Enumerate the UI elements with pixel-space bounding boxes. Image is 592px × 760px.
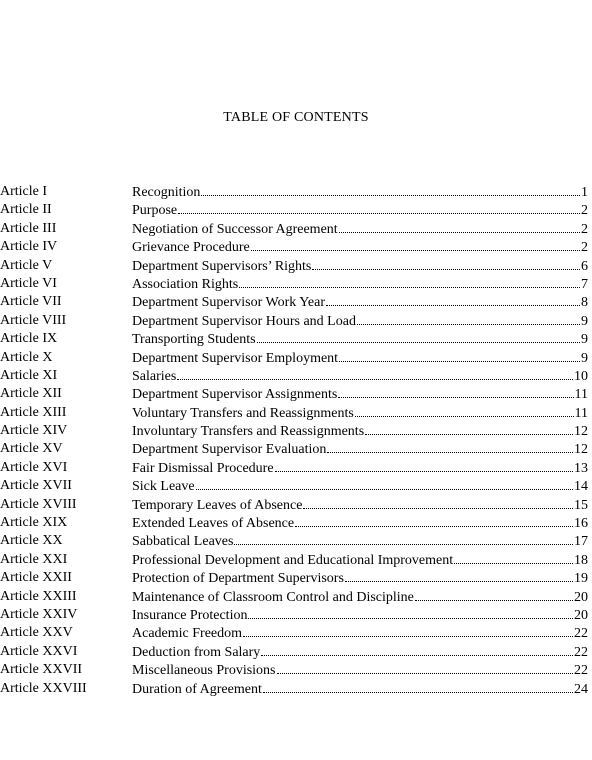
article-title: Temporary Leaves of Absence bbox=[132, 497, 303, 513]
dot-leader bbox=[327, 440, 573, 453]
article-title: Department Supervisor Work Year bbox=[132, 295, 326, 311]
toc-row bbox=[0, 220, 592, 238]
toc-row bbox=[0, 275, 592, 293]
dot-leader bbox=[261, 643, 573, 656]
toc-entry bbox=[132, 422, 588, 441]
dot-leader bbox=[257, 330, 580, 343]
dot-leader bbox=[196, 477, 573, 490]
dot-leader bbox=[345, 569, 573, 582]
article-title: Voluntary Transfers and Reassignments bbox=[132, 405, 354, 421]
dot-leader bbox=[295, 514, 573, 527]
toc-row bbox=[0, 588, 592, 606]
table-of-contents bbox=[0, 183, 592, 698]
article-title: Professional Development and Educational Improvement bbox=[132, 552, 454, 568]
article-title: Sick Leave bbox=[132, 479, 195, 495]
dot-leader bbox=[355, 404, 574, 417]
toc-entry bbox=[132, 606, 588, 625]
page-number: 20 bbox=[574, 589, 588, 605]
page-number: 12 bbox=[574, 424, 588, 440]
page-number: 1 bbox=[581, 185, 588, 200]
article-title: Purpose bbox=[132, 203, 178, 219]
page-number: 2 bbox=[581, 203, 588, 219]
toc-row bbox=[0, 238, 592, 256]
article-number: Article XIV bbox=[0, 423, 68, 439]
toc-entry bbox=[132, 569, 588, 588]
toc-row bbox=[0, 661, 592, 679]
article-number: Article XII bbox=[0, 386, 62, 402]
toc-entry bbox=[132, 330, 588, 349]
toc-row bbox=[0, 514, 592, 532]
page-number: 9 bbox=[581, 332, 588, 348]
page-number: 12 bbox=[574, 442, 588, 458]
article-number: Article II bbox=[0, 202, 52, 218]
article-title: Department Supervisor Employment bbox=[132, 350, 339, 366]
article-number: Article XXIV bbox=[0, 606, 78, 622]
article-title: Grievance Procedure bbox=[132, 240, 250, 256]
dot-leader bbox=[454, 551, 573, 564]
article-number: Article III bbox=[0, 220, 57, 236]
toc-row bbox=[0, 643, 592, 661]
toc-row bbox=[0, 367, 592, 385]
dot-leader bbox=[251, 238, 580, 251]
article-number: Article XVIII bbox=[0, 496, 77, 512]
dot-leader bbox=[338, 385, 573, 398]
toc-row bbox=[0, 551, 592, 569]
article-title: Fair Dismissal Procedure bbox=[132, 460, 274, 476]
dot-leader bbox=[263, 680, 573, 693]
dot-leader bbox=[248, 606, 573, 619]
toc-entry bbox=[132, 514, 588, 533]
article-title: Miscellaneous Provisions bbox=[132, 663, 276, 679]
toc-row bbox=[0, 459, 592, 477]
article-number: Article XXII bbox=[0, 570, 72, 586]
article-number: Article XXVIII bbox=[0, 680, 87, 696]
article-title: Recognition bbox=[132, 185, 201, 200]
toc-entry bbox=[132, 201, 588, 220]
dot-leader bbox=[275, 459, 573, 472]
toc-entry bbox=[132, 680, 588, 699]
toc-entry bbox=[132, 404, 588, 423]
page-number: 2 bbox=[581, 221, 588, 237]
toc-row bbox=[0, 330, 592, 348]
article-title: Department Supervisor Assignments bbox=[132, 387, 338, 403]
article-number: Article VIII bbox=[0, 312, 67, 328]
page-number: 18 bbox=[574, 552, 588, 568]
toc-row bbox=[0, 257, 592, 275]
article-number: Article V bbox=[0, 257, 53, 273]
page-number: 16 bbox=[574, 516, 588, 532]
page-number: 9 bbox=[581, 350, 588, 366]
toc-entry bbox=[132, 220, 588, 239]
dot-leader bbox=[178, 201, 580, 214]
page-number: 11 bbox=[574, 405, 588, 421]
article-number: Article XIX bbox=[0, 515, 68, 531]
toc-entry bbox=[132, 588, 588, 607]
toc-row bbox=[0, 312, 592, 330]
article-number: Article XXVI bbox=[0, 643, 78, 659]
dot-leader bbox=[357, 312, 580, 325]
article-title: Maintenance of Classroom Control and Discipline bbox=[132, 589, 414, 605]
article-number: Article X bbox=[0, 349, 53, 365]
page-number: 14 bbox=[574, 479, 588, 495]
article-number: Article IV bbox=[0, 239, 58, 255]
dot-leader bbox=[339, 220, 580, 233]
page-number: 11 bbox=[574, 387, 588, 403]
toc-row bbox=[0, 201, 592, 219]
toc-row bbox=[0, 404, 592, 422]
article-title: Insurance Protection bbox=[132, 607, 248, 623]
article-number: Article IX bbox=[0, 331, 58, 347]
article-number: Article XVI bbox=[0, 459, 68, 475]
toc-entry bbox=[132, 643, 588, 662]
toc-row bbox=[0, 606, 592, 624]
toc-entry bbox=[132, 257, 588, 276]
article-title: Transporting Students bbox=[132, 332, 256, 348]
article-title: Department Supervisor Evaluation bbox=[132, 442, 327, 458]
toc-entry bbox=[132, 367, 588, 386]
article-number: Article XV bbox=[0, 441, 63, 457]
article-number: Article VII bbox=[0, 294, 62, 310]
article-number: Article XI bbox=[0, 367, 58, 383]
page-number: 8 bbox=[581, 295, 588, 311]
dot-leader bbox=[415, 588, 573, 601]
page-number: 22 bbox=[574, 626, 588, 642]
toc-entry bbox=[132, 661, 588, 680]
page-number: 7 bbox=[581, 276, 588, 292]
toc-row bbox=[0, 183, 592, 201]
article-number: Article XIII bbox=[0, 404, 67, 420]
toc-row bbox=[0, 422, 592, 440]
toc-row bbox=[0, 349, 592, 367]
toc-entry bbox=[132, 349, 588, 368]
toc-entry bbox=[132, 440, 588, 459]
toc-entry bbox=[132, 183, 588, 202]
article-number: Article XXV bbox=[0, 625, 73, 641]
toc-entry bbox=[132, 551, 588, 570]
toc-entry bbox=[132, 238, 588, 257]
toc-row bbox=[0, 293, 592, 311]
article-title: Protection of Department Supervisors bbox=[132, 571, 344, 587]
toc-entry bbox=[132, 312, 588, 331]
page-number: 6 bbox=[581, 258, 588, 274]
dot-leader bbox=[234, 532, 573, 545]
toc-entry bbox=[132, 459, 588, 478]
dot-leader bbox=[277, 661, 574, 674]
article-title: Department Supervisor Hours and Load bbox=[132, 313, 356, 329]
toc-row bbox=[0, 624, 592, 642]
dot-leader bbox=[201, 183, 580, 196]
toc-row bbox=[0, 440, 592, 458]
article-title: Academic Freedom bbox=[132, 626, 243, 642]
toc-entry bbox=[132, 385, 588, 404]
page-number: 2 bbox=[581, 240, 588, 256]
dot-leader bbox=[365, 422, 573, 435]
toc-entry bbox=[132, 477, 588, 496]
toc-entry bbox=[132, 275, 588, 294]
article-number: Article XXI bbox=[0, 551, 68, 567]
dot-leader bbox=[339, 349, 580, 362]
toc-entry bbox=[132, 624, 588, 643]
dot-leader bbox=[243, 624, 573, 637]
article-title: Department Supervisors’ Rights bbox=[132, 258, 312, 274]
page-number: 22 bbox=[574, 644, 588, 660]
page-title: TABLE OF CONTENTS bbox=[223, 110, 369, 125]
page-number: 17 bbox=[574, 534, 588, 550]
article-title: Duration of Agreement bbox=[132, 681, 262, 697]
toc-row bbox=[0, 385, 592, 403]
toc-row bbox=[0, 532, 592, 550]
article-title: Association Rights bbox=[132, 276, 239, 292]
article-title: Extended Leaves of Absence bbox=[132, 516, 295, 532]
article-number: Article XVII bbox=[0, 478, 72, 494]
dot-leader bbox=[177, 367, 573, 380]
page-number: 10 bbox=[574, 368, 588, 384]
article-number: Article XX bbox=[0, 533, 63, 549]
toc-row bbox=[0, 680, 592, 698]
article-title: Deduction from Salary bbox=[132, 644, 261, 660]
dot-leader bbox=[312, 257, 580, 270]
page-number: 9 bbox=[581, 313, 588, 329]
dot-leader bbox=[303, 496, 573, 509]
toc-entry bbox=[132, 532, 588, 551]
page-number: 22 bbox=[574, 663, 588, 679]
toc-entry bbox=[132, 293, 588, 312]
dot-leader bbox=[326, 293, 580, 306]
article-number: Article XXVII bbox=[0, 662, 83, 678]
article-title: Involuntary Transfers and Reassignments bbox=[132, 424, 365, 440]
article-title: Negotiation of Successor Agreement bbox=[132, 221, 338, 237]
page-number: 20 bbox=[574, 607, 588, 623]
article-number: Article VI bbox=[0, 275, 57, 291]
page-number: 13 bbox=[574, 460, 588, 476]
toc-row bbox=[0, 477, 592, 495]
dot-leader bbox=[239, 275, 580, 288]
page-number: 24 bbox=[574, 681, 588, 697]
article-title: Salaries bbox=[132, 368, 177, 384]
page-number: 19 bbox=[574, 571, 588, 587]
toc-row bbox=[0, 496, 592, 514]
page-number: 15 bbox=[574, 497, 588, 513]
toc-row bbox=[0, 569, 592, 587]
toc-entry bbox=[132, 496, 588, 515]
article-number: Article I bbox=[0, 184, 48, 199]
article-title: Sabbatical Leaves bbox=[132, 534, 234, 550]
article-number: Article XXIII bbox=[0, 588, 77, 604]
